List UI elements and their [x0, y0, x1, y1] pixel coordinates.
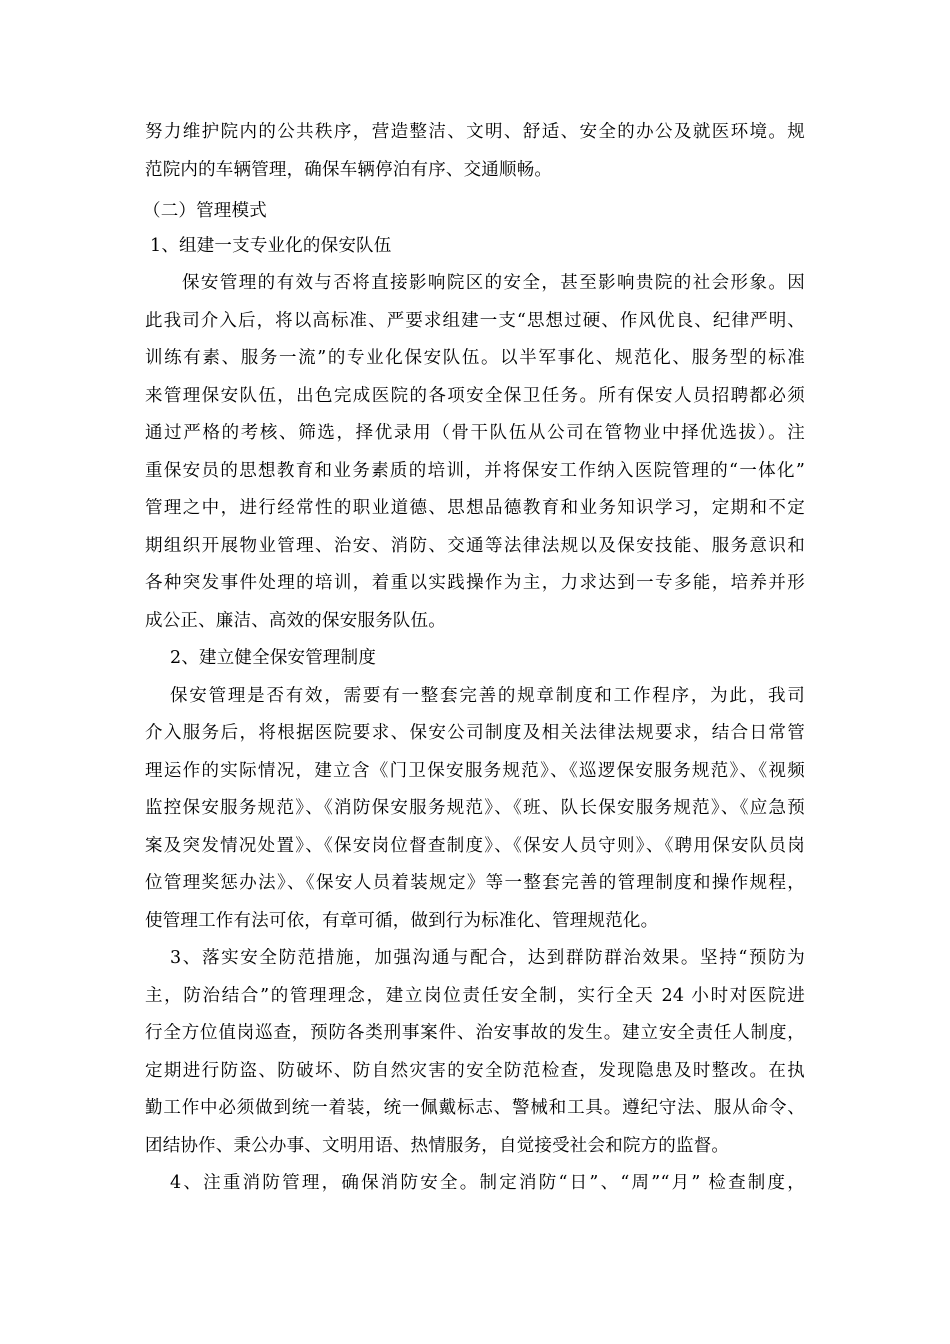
paragraph-line: 使管理工作有法可依，有章可循，做到行为标准化、管理规范化。 — [145, 911, 659, 931]
paragraph-line: 努力维护院内的公共秩序，营造整洁、文明、舒适、安全的办公及就医环境。规 — [145, 122, 805, 142]
paragraph-line: 团结协作、秉公办事、文明用语、热情服务，自觉接受社会和院方的监督。 — [145, 1136, 730, 1156]
paragraph-line: 介入服务后，将根据医院要求、保安公司制度及相关法律法规要求，结合日常管 — [145, 723, 805, 743]
paragraph-line: 行全方位值岗巡查，预防各类刑事案件、治安事故的发生。建立安全责任人制度， — [145, 1023, 805, 1043]
paragraph-line: 训练有素、服务一流”的专业化保安队伍。以半军事化、规范化、服务型的标准 — [145, 348, 805, 368]
paragraph-line: 各种突发事件处理的培训，着重以实践操作为主，力求达到一专多能，培养并形 — [145, 573, 805, 593]
paragraph-line: 理运作的实际情况，建立含《门卫保安服务规范》、《巡逻保安服务规范》、《视频 — [145, 761, 805, 781]
paragraph-line: 重保安员的思想教育和业务素质的培训，并将保安工作纳入医院管理的“一体化” — [145, 461, 805, 481]
section-heading: （二）管理模式 — [143, 201, 267, 221]
paragraph-line: 期组织开展物业管理、治安、消防、交通等法律法规以及保安技能、服务意识和 — [145, 536, 805, 556]
subsection-heading: 1、组建一支专业化的保安队伍 — [150, 236, 392, 256]
paragraph-line: 保安管理的有效与否将直接影响院区的安全，甚至影响贵院的社会形象。因 — [182, 273, 805, 293]
subsection-heading: 2、建立健全保安管理制度 — [170, 648, 377, 668]
paragraph-line: 成公正、廉洁、高效的保安服务队伍。 — [145, 611, 446, 631]
paragraph-line: 位管理奖惩办法》、《保安人员着装规定》等一整套完善的管理制度和操作规程， — [145, 873, 805, 893]
paragraph-line: 案及突发情况处置》、《保安岗位督查制度》、《保安人员守则》、《聘用保安队员岗 — [145, 836, 805, 856]
paragraph-line: 此我司介入后，将以高标准、严要求组建一支“思想过硬、作风优良、纪律严明、 — [145, 311, 805, 331]
paragraph-line: 管理之中，进行经常性的职业道德、思想品德教育和业务知识学习，定期和不定 — [145, 498, 805, 518]
paragraph-line: 勤工作中必须做到统一着装，统一佩戴标志、警械和工具。遵纪守法、服从命令、 — [145, 1098, 805, 1118]
paragraph-line: 3、落实安全防范措施，加强沟通与配合，达到群防群治效果。坚持“预防为 — [170, 948, 805, 968]
paragraph-line: 保安管理是否有效，需要有一整套完善的规章制度和工作程序，为此，我司 — [170, 686, 805, 706]
paragraph-line: 定期进行防盗、防破坏、防自然灾害的安全防范检查，发现隐患及时整改。在执 — [145, 1061, 805, 1081]
paragraph-line: 主，防治结合”的管理理念，建立岗位责任安全制，实行全天 24 小时对医院进 — [145, 986, 805, 1006]
paragraph-line: 来管理保安队伍，出色完成医院的各项安全保卫任务。所有保安人员招聘都必须 — [145, 386, 805, 406]
paragraph-line: 4、注重消防管理，确保消防安全。制定消防“日”、“周”“月” 检查制度， — [170, 1173, 805, 1193]
paragraph-line: 监控保安服务规范》、《消防保安服务规范》、《班、队长保安服务规范》、《应急预 — [145, 798, 805, 818]
paragraph-line: 通过严格的考核、筛选，择优录用（骨干队伍从公司在管物业中择优选拔）。注 — [145, 423, 805, 443]
paragraph-line: 范院内的车辆管理，确保车辆停泊有序、交通顺畅。 — [145, 160, 553, 180]
